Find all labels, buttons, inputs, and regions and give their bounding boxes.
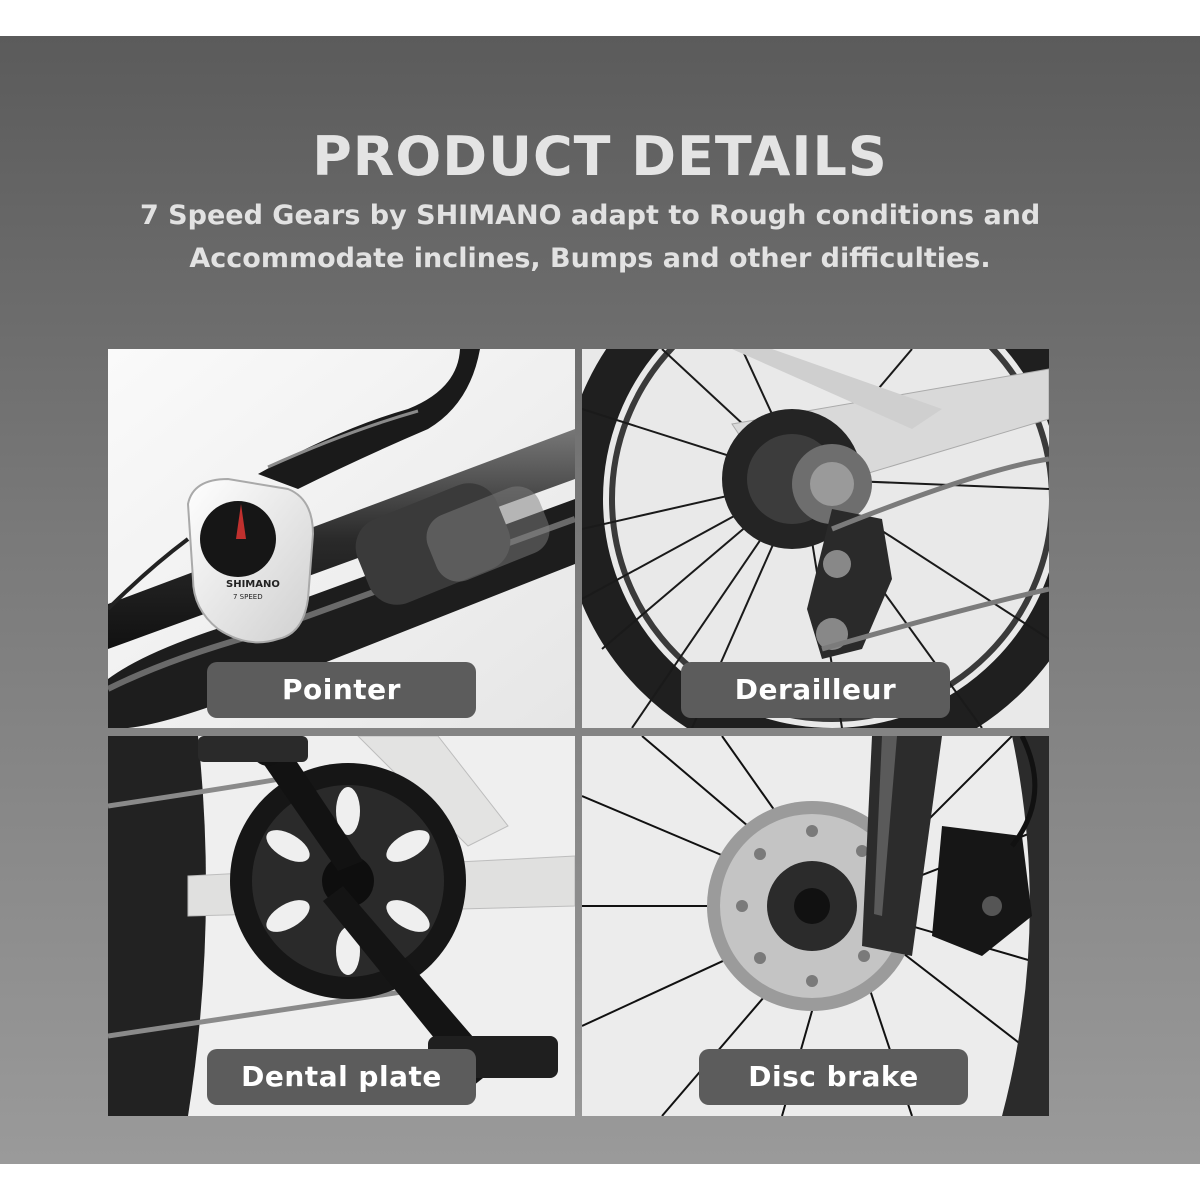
label-pointer: Pointer (207, 662, 476, 718)
subtitle-line-1: 7 Speed Gears by SHIMANO adapt to Rough conditions and (140, 200, 1041, 231)
label-derailleur: Derailleur (681, 662, 950, 718)
page-subtitle (140, 194, 1040, 280)
page-title: PRODUCT DETAILS (312, 125, 888, 188)
subtitle-line-2: Accommodate inclines, Bumps and other difficulties. (189, 243, 991, 274)
panel-dental-plate (108, 736, 575, 1116)
panel-pointer (108, 349, 575, 728)
label-disc-brake: Disc brake (699, 1049, 968, 1105)
shifter-brand-text: SHIMANO (226, 579, 280, 590)
label-dental-plate: Dental plate (207, 1049, 476, 1105)
panel-disc-brake (582, 736, 1049, 1116)
panel-derailleur (582, 349, 1049, 728)
shifter-model-text: 7 SPEED (233, 593, 263, 601)
